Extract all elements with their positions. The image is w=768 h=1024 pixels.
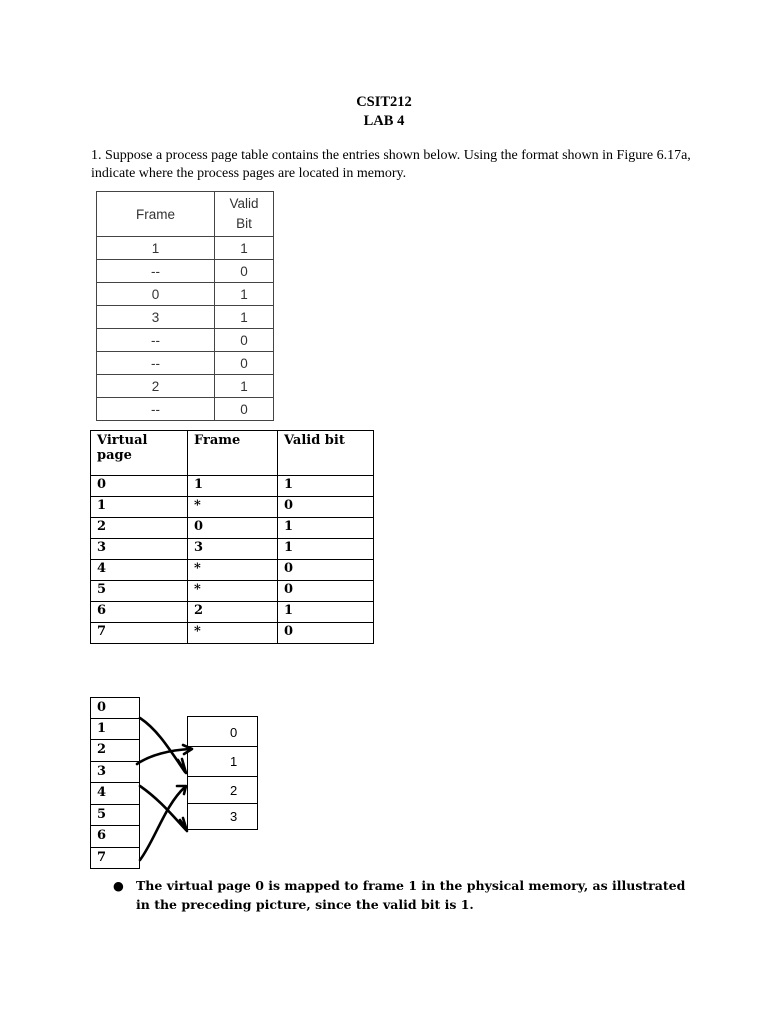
table-row [97,352,274,375]
virtual-page-slot: 6 [90,826,140,848]
header-valid-bit [215,192,274,237]
virtual-page-slot: 1 [90,719,140,741]
physical-frame-slot: 0 [187,716,258,747]
valid-bit-cell: 1 [278,476,374,497]
table-row [91,581,374,602]
virtual-page-slot: 4 [90,783,140,805]
table-row [97,260,274,283]
frame-cell: 3 [97,306,215,329]
frame-cell: 2 [188,602,278,623]
frame-cell: 0 [97,283,215,306]
physical-memory-column [187,716,258,830]
arrowhead-frame3 [180,818,187,831]
arrow-page2-frame0 [137,749,190,764]
table-row [91,476,374,497]
virtual-page-cell: 3 [91,539,188,560]
arrowhead-frame2 [177,786,186,794]
valid-bit-cell: 1 [215,283,274,306]
bullet-item: The virtual page 0 is mapped to frame 1 in the physical memory, as illustrated in the preceding picture, since the valid bit is 1. [136,878,686,912]
valid-bit-cell: 1 [215,237,274,260]
header-valid-bit-label: Valid Bit [229,196,259,231]
arrowhead-frame1 [178,759,186,773]
table-row [97,237,274,260]
lab-title: LAB 4 [363,113,405,129]
arrow-page6-frame2 [140,787,185,860]
virtual-page-slot: 5 [90,805,140,827]
table-row [91,518,374,539]
physical-frame-slot: 3 [187,804,258,830]
virtual-page-slot: 3 [90,762,140,784]
valid-bit-cell: 0 [278,581,374,602]
frame-cell: * [188,581,278,602]
given-page-table [96,191,274,421]
virtual-page-slot: 7 [90,848,140,870]
frame-cell: * [188,497,278,518]
table-row [91,560,374,581]
virtual-page-cell: 7 [91,623,188,644]
frame-cell: -- [97,352,215,375]
frame-cell: 1 [97,237,215,260]
frame-cell: 2 [97,375,215,398]
valid-bit-cell: 0 [215,329,274,352]
header-frame: Frame [188,431,278,476]
valid-bit-cell: 0 [278,560,374,581]
valid-bit-cell: 1 [278,602,374,623]
physical-frame-slot: 1 [187,747,258,777]
header-frame: Frame [97,192,215,237]
virtual-page-cell: 5 [91,581,188,602]
virtual-page-cell: 1 [91,497,188,518]
virtual-memory-column [90,697,140,869]
table-row [91,602,374,623]
virtual-page-cell: 2 [91,518,188,539]
virtual-page-cell: 6 [91,602,188,623]
frame-cell: -- [97,398,215,421]
course-title: CSIT212 [356,94,412,110]
table-row [91,623,374,644]
virtual-page-cell: 0 [91,476,188,497]
frame-cell: -- [97,329,215,352]
frame-cell: * [188,623,278,644]
valid-bit-cell: 1 [278,539,374,560]
header-valid-bit: Valid bit [278,431,374,476]
question-text: 1. Suppose a process page table contains the entries shown below. Using the format shown in Figure 6.17a, indicate where the process pages are located in memory. [91,148,691,181]
arrow-page3-frame3 [140,786,186,830]
frame-cell: 0 [188,518,278,539]
frame-cell: -- [97,260,215,283]
table-row [97,329,274,352]
table-row [97,375,274,398]
virtual-page-slot: 2 [90,740,140,762]
header-virtual-page: Virtual page [91,431,188,476]
table-row [91,539,374,560]
arrow-page0-frame1 [140,718,185,772]
virtual-page-cell: 4 [91,560,188,581]
valid-bit-cell: 0 [215,260,274,283]
table-row [97,306,274,329]
frame-cell: 3 [188,539,278,560]
valid-bit-cell: 0 [215,352,274,375]
valid-bit-cell: 1 [215,306,274,329]
valid-bit-cell: 1 [278,518,374,539]
valid-bit-cell: 0 [215,398,274,421]
bullet-dot: ● [113,878,124,893]
table-row [91,497,374,518]
physical-frame-slot: 2 [187,777,258,804]
valid-bit-cell: 0 [278,497,374,518]
virtual-page-slot: 0 [90,697,140,719]
table-row [97,283,274,306]
valid-bit-cell: 1 [215,375,274,398]
frame-cell: 1 [188,476,278,497]
frame-cell: * [188,560,278,581]
answer-page-table [90,430,374,644]
valid-bit-cell: 0 [278,623,374,644]
table-row [97,398,274,421]
